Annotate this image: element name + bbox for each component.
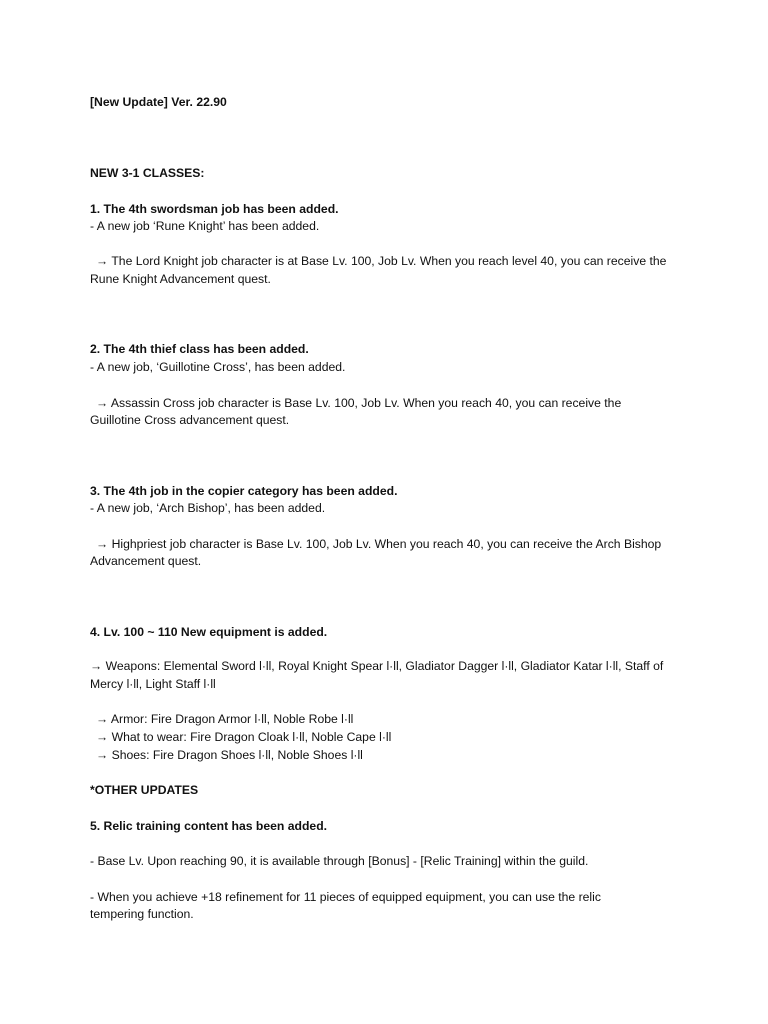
section3-heading: 3. The 4th job in the copier category has been added. (90, 484, 398, 498)
section4-weapons-cont: Mercy l·ll, Light Staff l·ll (90, 677, 216, 691)
section5-line1: - Base Lv. Upon reaching 90, it is available through [Bonus] - [Relic Training] within the guild. (90, 854, 589, 868)
classes-heading: NEW 3-1 CLASSES: (90, 166, 205, 180)
section2-sub: - A new job, ‘Guillotine Cross’, has been added. (90, 360, 346, 374)
section1-heading: 1. The 4th swordsman job has been added. (90, 202, 339, 216)
section3-arrow-cont: Advancement quest. (90, 554, 202, 568)
section1-arrow-cont: Rune Knight Advancement quest. (90, 272, 271, 286)
section1-arrow: → The Lord Knight job character is at Base Lv. 100, Job Lv. When you reach level 40, you can receive the (96, 254, 667, 268)
section2-arrow-cont: Guillotine Cross advancement quest. (90, 413, 290, 427)
section5-line2: - When you achieve +18 refinement for 11 pieces of equipped equipment, you can use the relic (90, 890, 601, 904)
section4-armor: → Armor: Fire Dragon Armor l·ll, Noble Robe l·ll (96, 712, 354, 726)
section2-heading: 2. The 4th thief class has been added. (90, 342, 309, 356)
section4-shoes: → Shoes: Fire Dragon Shoes l·ll, Noble Shoes l·ll (96, 748, 363, 762)
section2-arrow: → Assassin Cross job character is Base Lv. 100, Job Lv. When you reach 40, you can receive the (96, 396, 622, 410)
section4-weapons: → Weapons: Elemental Sword l·ll, Royal Knight Spear l·ll, Gladiator Dagger l·ll, Gladiator Katar l·ll, Staff of (90, 659, 664, 673)
other-updates-heading: *OTHER UPDATES (90, 783, 199, 797)
section4-heading: 4. Lv. 100 ~ 110 New equipment is added. (90, 625, 328, 639)
section4-wear: → What to wear: Fire Dragon Cloak l·ll, Noble Cape l·ll (96, 730, 392, 744)
section1-sub: - A new job ‘Rune Knight’ has been added. (90, 219, 320, 233)
section3-sub: - A new job, ‘Arch Bishop’, has been added. (90, 501, 326, 515)
document-title: [New Update] Ver. 22.90 (90, 95, 227, 109)
section3-arrow: → Highpriest job character is Base Lv. 100, Job Lv. When you reach 40, you can receive the Arch Bishop (96, 537, 662, 551)
section5-line2-cont: tempering function. (90, 907, 194, 921)
section5-heading: 5. Relic training content has been added. (90, 819, 328, 833)
